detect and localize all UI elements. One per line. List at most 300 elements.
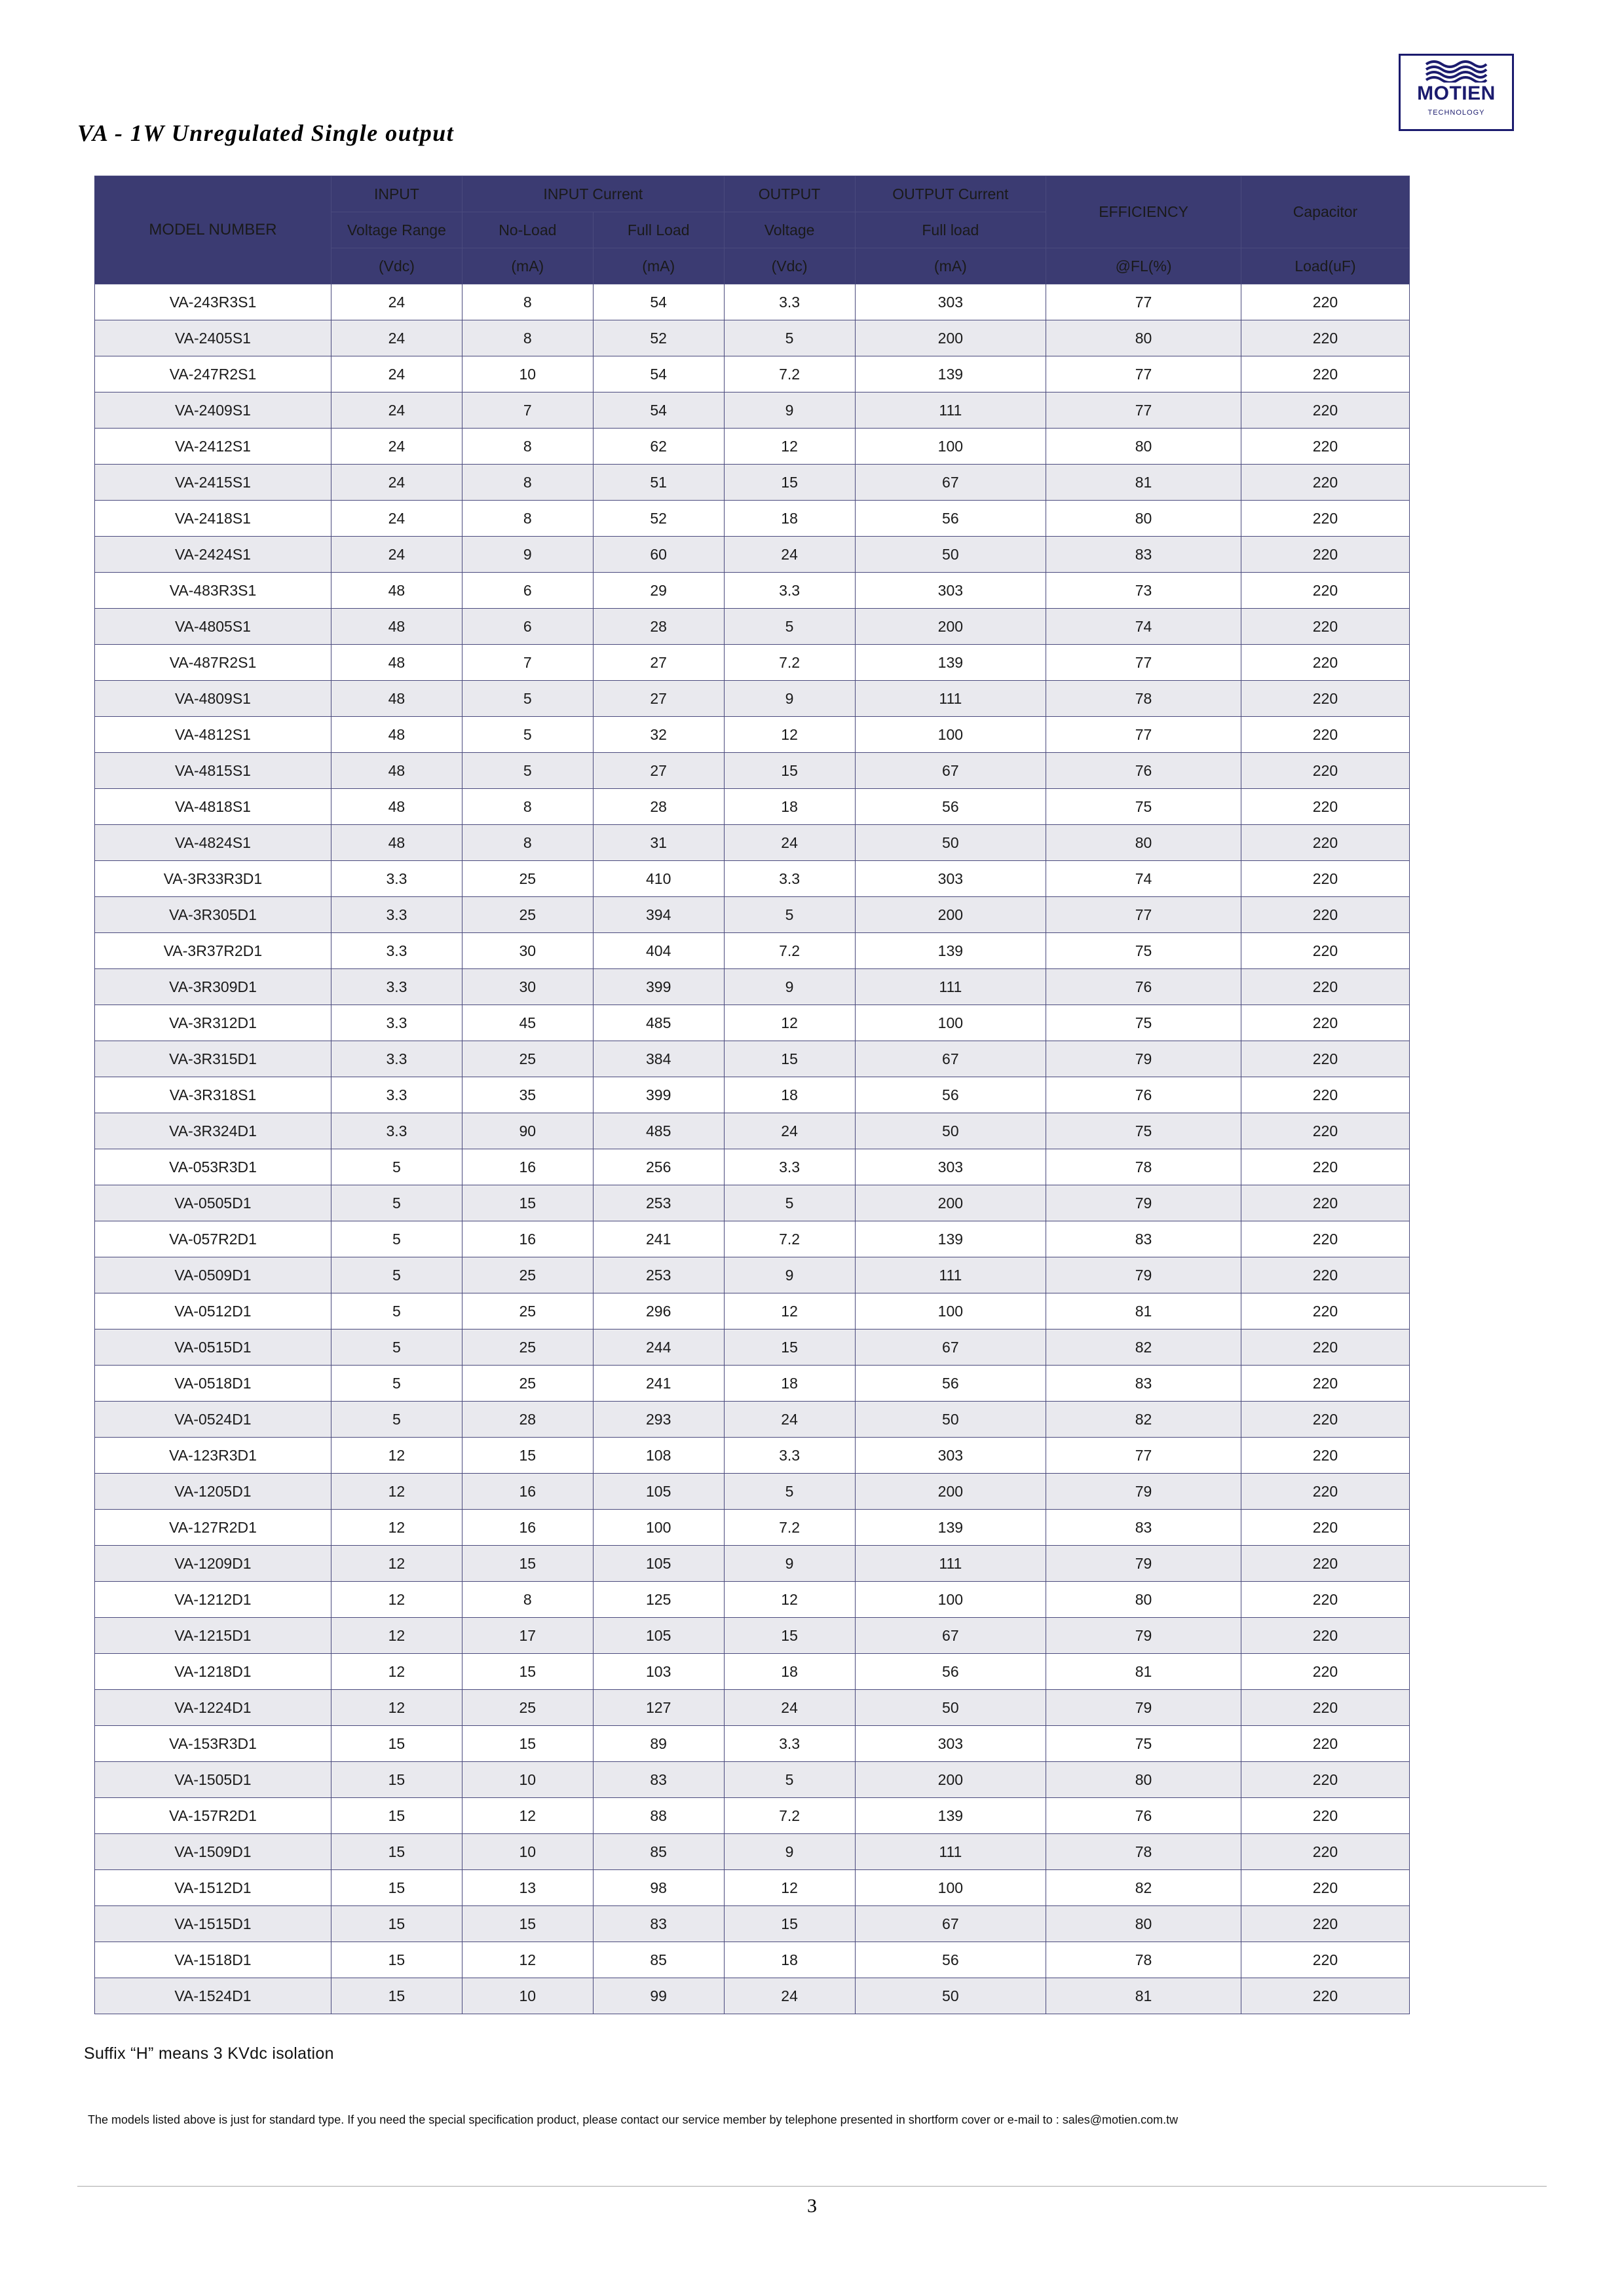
cell-value: 25	[462, 1330, 593, 1366]
cell-value: 220	[1241, 1978, 1409, 2014]
cell-value: 303	[855, 1438, 1046, 1474]
cell-value: 3.3	[331, 933, 463, 969]
cell-value: 485	[593, 1005, 724, 1041]
cell-value: 220	[1241, 681, 1409, 717]
cell-value: 220	[1241, 717, 1409, 753]
cell-value: 220	[1241, 1438, 1409, 1474]
table-row	[95, 717, 1410, 753]
cell-value: 25	[462, 1041, 593, 1077]
cell-value: 76	[1046, 1798, 1241, 1834]
cell-value: 111	[855, 969, 1046, 1005]
header-unit-vdc-out: (Vdc)	[724, 248, 855, 284]
cell-model-number: VA-2409S1	[95, 392, 331, 429]
cell-value: 12	[331, 1690, 463, 1726]
cell-value: 12	[724, 1005, 855, 1041]
cell-value: 25	[462, 861, 593, 897]
cell-value: 105	[593, 1474, 724, 1510]
cell-value: 105	[593, 1546, 724, 1582]
table-row	[95, 897, 1410, 933]
cell-value: 5	[462, 753, 593, 789]
cell-model-number: VA-2415S1	[95, 465, 331, 501]
cell-value: 85	[593, 1942, 724, 1978]
table-row	[95, 1366, 1410, 1402]
cell-value: 81	[1046, 465, 1241, 501]
cell-value: 15	[724, 1906, 855, 1942]
cell-value: 24	[331, 465, 463, 501]
table-row	[95, 392, 1410, 429]
cell-value: 485	[593, 1113, 724, 1149]
cell-value: 7.2	[724, 356, 855, 392]
cell-value: 25	[462, 1366, 593, 1402]
cell-value: 8	[462, 465, 593, 501]
cell-model-number: VA-4818S1	[95, 789, 331, 825]
footer-divider	[77, 2186, 1547, 2187]
cell-value: 3.3	[331, 969, 463, 1005]
header-out-full-load: Full load	[855, 212, 1046, 248]
cell-value: 220	[1241, 1942, 1409, 1978]
cell-value: 220	[1241, 1330, 1409, 1366]
cell-value: 220	[1241, 1798, 1409, 1834]
cell-model-number: VA-057R2D1	[95, 1221, 331, 1257]
table-row	[95, 1546, 1410, 1582]
cell-value: 15	[462, 1185, 593, 1221]
cell-value: 8	[462, 825, 593, 861]
cell-value: 24	[724, 1978, 855, 2014]
cell-value: 15	[724, 1330, 855, 1366]
table-row	[95, 465, 1410, 501]
cell-value: 24	[331, 429, 463, 465]
cell-value: 139	[855, 933, 1046, 969]
cell-value: 220	[1241, 320, 1409, 356]
cell-value: 18	[724, 1366, 855, 1402]
cell-value: 220	[1241, 1474, 1409, 1510]
cell-value: 108	[593, 1438, 724, 1474]
cell-value: 17	[462, 1618, 593, 1654]
cell-value: 5	[331, 1366, 463, 1402]
cell-value: 220	[1241, 1906, 1409, 1942]
table-row	[95, 1582, 1410, 1618]
cell-value: 220	[1241, 501, 1409, 537]
cell-value: 24	[724, 1113, 855, 1149]
table-row	[95, 1438, 1410, 1474]
table-row	[95, 645, 1410, 681]
cell-value: 3.3	[331, 1077, 463, 1113]
cell-value: 8	[462, 501, 593, 537]
header-unit-efficiency: @FL(%)	[1046, 248, 1241, 284]
cell-value: 15	[331, 1978, 463, 2014]
cell-value: 48	[331, 717, 463, 753]
cell-value: 220	[1241, 1690, 1409, 1726]
cell-value: 200	[855, 897, 1046, 933]
cell-value: 220	[1241, 897, 1409, 933]
cell-value: 12	[724, 1582, 855, 1618]
cell-value: 24	[724, 1690, 855, 1726]
cell-value: 394	[593, 897, 724, 933]
cell-model-number: VA-1524D1	[95, 1978, 331, 2014]
cell-value: 404	[593, 933, 724, 969]
cell-value: 303	[855, 573, 1046, 609]
cell-model-number: VA-483R3S1	[95, 573, 331, 609]
cell-model-number: VA-1212D1	[95, 1582, 331, 1618]
cell-model-number: VA-123R3D1	[95, 1438, 331, 1474]
cell-value: 8	[462, 320, 593, 356]
cell-value: 50	[855, 1978, 1046, 2014]
cell-value: 6	[462, 609, 593, 645]
table-row	[95, 284, 1410, 320]
cell-value: 48	[331, 681, 463, 717]
cell-value: 15	[462, 1654, 593, 1690]
cell-value: 90	[462, 1113, 593, 1149]
cell-value: 15	[331, 1942, 463, 1978]
cell-value: 79	[1046, 1474, 1241, 1510]
suffix-note: Suffix “H” means 3 KVdc isolation	[84, 2044, 334, 2063]
cell-value: 139	[855, 645, 1046, 681]
cell-value: 12	[724, 1293, 855, 1330]
cell-value: 79	[1046, 1690, 1241, 1726]
cell-value: 3.3	[331, 1041, 463, 1077]
cell-value: 54	[593, 392, 724, 429]
cell-value: 10	[462, 356, 593, 392]
cell-value: 100	[593, 1510, 724, 1546]
cell-value: 15	[724, 465, 855, 501]
cell-value: 253	[593, 1257, 724, 1293]
cell-value: 8	[462, 284, 593, 320]
cell-value: 12	[462, 1942, 593, 1978]
table-row	[95, 1221, 1410, 1257]
cell-value: 27	[593, 681, 724, 717]
cell-value: 220	[1241, 1402, 1409, 1438]
cell-value: 9	[724, 1546, 855, 1582]
cell-value: 125	[593, 1582, 724, 1618]
cell-value: 48	[331, 609, 463, 645]
cell-value: 77	[1046, 645, 1241, 681]
cell-value: 79	[1046, 1618, 1241, 1654]
cell-value: 15	[724, 1618, 855, 1654]
cell-value: 12	[724, 1870, 855, 1906]
cell-value: 12	[331, 1546, 463, 1582]
cell-value: 80	[1046, 825, 1241, 861]
cell-model-number: VA-3R312D1	[95, 1005, 331, 1041]
cell-value: 220	[1241, 1113, 1409, 1149]
cell-value: 220	[1241, 1257, 1409, 1293]
cell-value: 5	[331, 1330, 463, 1366]
table-row	[95, 1330, 1410, 1366]
cell-value: 220	[1241, 753, 1409, 789]
cell-value: 56	[855, 1654, 1046, 1690]
table-row	[95, 1978, 1410, 2014]
cell-value: 139	[855, 1221, 1046, 1257]
cell-value: 48	[331, 645, 463, 681]
table-row	[95, 933, 1410, 969]
cell-value: 384	[593, 1041, 724, 1077]
cell-value: 27	[593, 645, 724, 681]
cell-value: 88	[593, 1798, 724, 1834]
cell-value: 77	[1046, 284, 1241, 320]
cell-value: 35	[462, 1077, 593, 1113]
cell-value: 220	[1241, 609, 1409, 645]
cell-value: 139	[855, 356, 1046, 392]
cell-value: 18	[724, 1942, 855, 1978]
cell-value: 8	[462, 1582, 593, 1618]
cell-model-number: VA-1512D1	[95, 1870, 331, 1906]
cell-value: 80	[1046, 1762, 1241, 1798]
cell-value: 82	[1046, 1402, 1241, 1438]
cell-value: 31	[593, 825, 724, 861]
spec-table-container	[94, 176, 1410, 2014]
cell-value: 79	[1046, 1041, 1241, 1077]
cell-value: 67	[855, 753, 1046, 789]
cell-value: 78	[1046, 1942, 1241, 1978]
table-row	[95, 1257, 1410, 1293]
cell-value: 67	[855, 1330, 1046, 1366]
table-row	[95, 969, 1410, 1005]
cell-value: 220	[1241, 645, 1409, 681]
cell-value: 127	[593, 1690, 724, 1726]
table-row	[95, 609, 1410, 645]
header-unit-capacitor: Load(uF)	[1241, 248, 1409, 284]
cell-value: 12	[331, 1474, 463, 1510]
cell-value: 100	[855, 1582, 1046, 1618]
table-row	[95, 1149, 1410, 1185]
cell-value: 29	[593, 573, 724, 609]
cell-value: 62	[593, 429, 724, 465]
cell-value: 303	[855, 284, 1046, 320]
cell-value: 100	[855, 1293, 1046, 1330]
header-no-load: No-Load	[462, 212, 593, 248]
cell-value: 3.3	[331, 897, 463, 933]
cell-value: 81	[1046, 1293, 1241, 1330]
logo-wordmark: MOTIEN	[1417, 83, 1496, 104]
cell-model-number: VA-3R324D1	[95, 1113, 331, 1149]
cell-value: 24	[724, 537, 855, 573]
cell-value: 56	[855, 1077, 1046, 1113]
cell-value: 7.2	[724, 1798, 855, 1834]
cell-value: 30	[462, 969, 593, 1005]
cell-value: 200	[855, 609, 1046, 645]
cell-value: 15	[724, 1041, 855, 1077]
header-unit-vdc-in: (Vdc)	[331, 248, 463, 284]
cell-model-number: VA-1518D1	[95, 1942, 331, 1978]
cell-value: 9	[724, 392, 855, 429]
cell-value: 28	[593, 789, 724, 825]
company-logo	[1399, 54, 1514, 131]
table-row	[95, 1690, 1410, 1726]
cell-value: 15	[331, 1798, 463, 1834]
cell-value: 48	[331, 825, 463, 861]
cell-value: 5	[331, 1221, 463, 1257]
cell-value: 82	[1046, 1330, 1241, 1366]
cell-value: 5	[724, 897, 855, 933]
table-row	[95, 1041, 1410, 1077]
header-efficiency: EFFICIENCY	[1046, 176, 1241, 248]
cell-value: 220	[1241, 1618, 1409, 1654]
cell-value: 15	[331, 1870, 463, 1906]
cell-value: 48	[331, 573, 463, 609]
cell-value: 80	[1046, 320, 1241, 356]
cell-value: 15	[462, 1906, 593, 1942]
cell-value: 28	[593, 609, 724, 645]
table-row	[95, 537, 1410, 573]
table-row	[95, 320, 1410, 356]
cell-value: 30	[462, 933, 593, 969]
cell-value: 75	[1046, 933, 1241, 969]
cell-model-number: VA-053R3D1	[95, 1149, 331, 1185]
cell-value: 10	[462, 1762, 593, 1798]
cell-value: 16	[462, 1221, 593, 1257]
cell-model-number: VA-1505D1	[95, 1762, 331, 1798]
table-row	[95, 1654, 1410, 1690]
cell-value: 220	[1241, 1221, 1409, 1257]
header-capacitor: Capacitor	[1241, 176, 1409, 248]
cell-value: 9	[462, 537, 593, 573]
cell-value: 27	[593, 753, 724, 789]
cell-model-number: VA-2405S1	[95, 320, 331, 356]
cell-value: 220	[1241, 969, 1409, 1005]
cell-model-number: VA-3R309D1	[95, 969, 331, 1005]
cell-value: 220	[1241, 1185, 1409, 1221]
cell-value: 5	[331, 1257, 463, 1293]
cell-value: 74	[1046, 609, 1241, 645]
cell-value: 5	[724, 1762, 855, 1798]
cell-value: 18	[724, 1654, 855, 1690]
cell-value: 9	[724, 969, 855, 1005]
disclaimer-note: The models listed above is just for standard type. If you need the special specification product, please contact our service member by telephone presented in shortform cover or e-mail to : sales@motien.com.tw	[88, 2113, 1179, 2126]
cell-value: 220	[1241, 573, 1409, 609]
cell-value: 5	[331, 1185, 463, 1221]
cell-value: 28	[462, 1402, 593, 1438]
cell-value: 12	[331, 1582, 463, 1618]
cell-value: 25	[462, 1690, 593, 1726]
cell-value: 24	[331, 284, 463, 320]
cell-value: 67	[855, 1906, 1046, 1942]
cell-value: 10	[462, 1834, 593, 1870]
cell-value: 78	[1046, 1834, 1241, 1870]
cell-value: 220	[1241, 1366, 1409, 1402]
cell-value: 220	[1241, 1546, 1409, 1582]
cell-value: 81	[1046, 1978, 1241, 2014]
cell-value: 5	[462, 681, 593, 717]
cell-value: 77	[1046, 717, 1241, 753]
cell-value: 77	[1046, 1438, 1241, 1474]
cell-value: 54	[593, 284, 724, 320]
cell-value: 52	[593, 501, 724, 537]
cell-value: 82	[1046, 1870, 1241, 1906]
cell-value: 5	[724, 1185, 855, 1221]
cell-value: 79	[1046, 1546, 1241, 1582]
cell-model-number: VA-247R2S1	[95, 356, 331, 392]
cell-model-number: VA-1215D1	[95, 1618, 331, 1654]
cell-value: 3.3	[724, 1726, 855, 1762]
cell-value: 5	[462, 717, 593, 753]
cell-value: 220	[1241, 1870, 1409, 1906]
cell-value: 77	[1046, 356, 1241, 392]
cell-value: 12	[462, 1798, 593, 1834]
cell-value: 15	[724, 753, 855, 789]
table-row	[95, 1870, 1410, 1906]
cell-value: 5	[331, 1149, 463, 1185]
header-input-current: INPUT Current	[462, 176, 724, 212]
cell-value: 15	[331, 1906, 463, 1942]
cell-value: 5	[724, 320, 855, 356]
cell-value: 50	[855, 537, 1046, 573]
cell-value: 83	[1046, 1366, 1241, 1402]
table-row	[95, 1906, 1410, 1942]
cell-value: 5	[331, 1293, 463, 1330]
cell-value: 200	[855, 320, 1046, 356]
cell-value: 100	[855, 717, 1046, 753]
cell-value: 77	[1046, 897, 1241, 933]
cell-value: 220	[1241, 789, 1409, 825]
cell-value: 24	[331, 356, 463, 392]
header-unit-ma-fullload: (mA)	[593, 248, 724, 284]
cell-value: 100	[855, 429, 1046, 465]
cell-value: 25	[462, 897, 593, 933]
cell-value: 50	[855, 825, 1046, 861]
cell-value: 76	[1046, 753, 1241, 789]
cell-value: 241	[593, 1221, 724, 1257]
wave-logo-icon	[1425, 60, 1488, 83]
cell-value: 9	[724, 1257, 855, 1293]
cell-value: 7.2	[724, 933, 855, 969]
cell-value: 111	[855, 1257, 1046, 1293]
table-row	[95, 356, 1410, 392]
cell-value: 111	[855, 1546, 1046, 1582]
table-body	[95, 284, 1410, 2014]
cell-value: 83	[1046, 537, 1241, 573]
cell-value: 45	[462, 1005, 593, 1041]
table-row	[95, 1005, 1410, 1041]
cell-value: 220	[1241, 861, 1409, 897]
cell-value: 256	[593, 1149, 724, 1185]
table-row	[95, 1726, 1410, 1762]
table-row	[95, 681, 1410, 717]
cell-value: 139	[855, 1798, 1046, 1834]
cell-value: 12	[724, 717, 855, 753]
cell-value: 54	[593, 356, 724, 392]
cell-value: 7	[462, 392, 593, 429]
cell-value: 75	[1046, 1726, 1241, 1762]
cell-value: 80	[1046, 1582, 1241, 1618]
cell-value: 103	[593, 1654, 724, 1690]
cell-value: 6	[462, 573, 593, 609]
cell-value: 10	[462, 1978, 593, 2014]
cell-value: 7	[462, 645, 593, 681]
header-voltage-range: Voltage Range	[331, 212, 463, 248]
cell-value: 253	[593, 1185, 724, 1221]
cell-value: 80	[1046, 429, 1241, 465]
cell-value: 7.2	[724, 1510, 855, 1546]
cell-value: 220	[1241, 1005, 1409, 1041]
cell-value: 9	[724, 1834, 855, 1870]
cell-model-number: VA-4815S1	[95, 753, 331, 789]
cell-value: 7.2	[724, 645, 855, 681]
table-row	[95, 1185, 1410, 1221]
header-output-current: OUTPUT Current	[855, 176, 1046, 212]
cell-value: 79	[1046, 1185, 1241, 1221]
cell-value: 25	[462, 1293, 593, 1330]
table-row	[95, 1762, 1410, 1798]
cell-value: 5	[724, 1474, 855, 1510]
header-full-load: Full Load	[593, 212, 724, 248]
cell-value: 111	[855, 392, 1046, 429]
header-output: OUTPUT	[724, 176, 855, 212]
cell-value: 83	[1046, 1510, 1241, 1546]
table-row	[95, 1113, 1410, 1149]
cell-value: 303	[855, 1149, 1046, 1185]
cell-model-number: VA-0505D1	[95, 1185, 331, 1221]
cell-value: 15	[462, 1546, 593, 1582]
cell-value: 15	[331, 1726, 463, 1762]
